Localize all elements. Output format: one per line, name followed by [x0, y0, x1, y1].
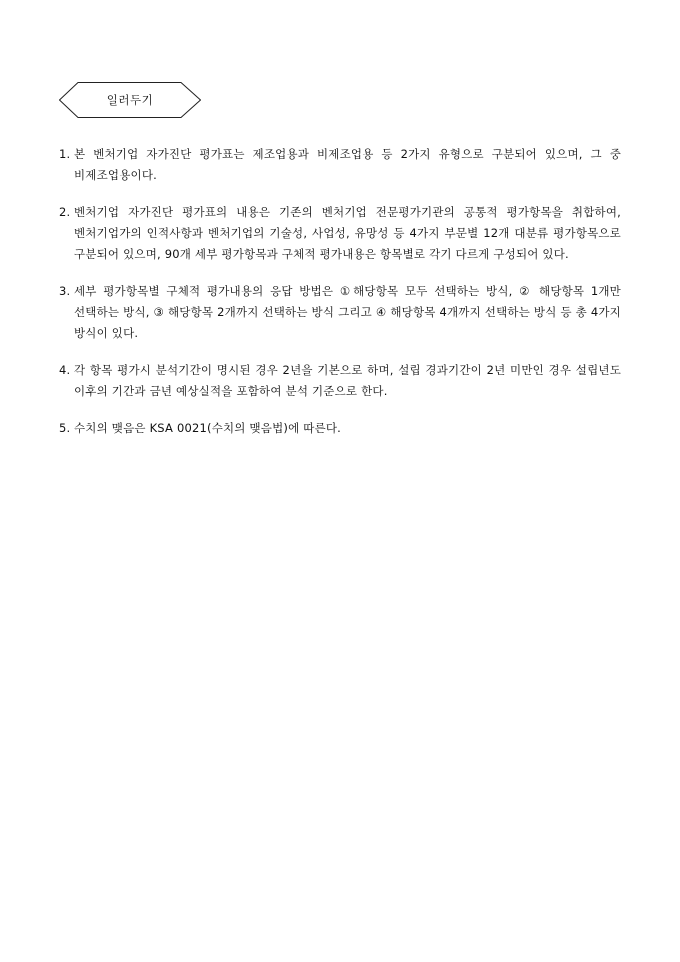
note-text: 본 벤처기업 자가진단 평가표는 제조업용과 비제조업용 등 2가지 유형으로 구분되어 있으며, 그 중 비제조업용이다. [74, 147, 621, 182]
note-text: 세부 평가항목별 구체적 평가내용의 응답 방법은 ①해당항목 모두 선택하는 방식, ② 해당항목 1개만 선택하는 방식, ③ 해당항목 2개까지 선택하는 방식 그리고 ④ 해당항목 4개까지 선택하는 방식 등 총 4가지 방식이 있다. [74, 284, 621, 340]
section-header [59, 82, 201, 118]
note-item-3 [59, 281, 621, 344]
note-item-1 [59, 144, 621, 186]
note-number: 2. [59, 205, 71, 219]
notes-list [59, 144, 621, 439]
note-text: 벤처기업 자가진단 평가표의 내용은 기존의 벤처기업 전문평가기관의 공통적 평가항목을 취합하여, 벤처기업가의 인적사항과 벤처기업의 기술성, 사업성, 유망성 등 4가지 부문별 12개 대분류 평가항목으로 구분되어 있으며, 90개 세부 평가항목과 구체적 평가내용은 항목별로 각기 다르게 구성되어 있다. [74, 205, 621, 261]
note-number: 3. [59, 284, 71, 298]
section-title: 일러두기 [106, 93, 154, 107]
note-item-5 [59, 418, 621, 439]
note-number: 5. [59, 421, 71, 435]
note-item-2 [59, 202, 621, 265]
note-text: 각 항목 평가시 분석기간이 명시된 경우 2년을 기본으로 하며, 설립 경과기간이 2년 미만인 경우 설립년도 이후의 기간과 금년 예상실적을 포함하여 분석 기준으로 한다. [74, 363, 621, 398]
note-text: 수치의 맺음은 KSA 0021(수치의 맺음법)에 따른다. [74, 421, 342, 435]
note-item-4 [59, 360, 621, 402]
note-number: 4. [59, 363, 71, 377]
note-number: 1. [59, 147, 71, 161]
